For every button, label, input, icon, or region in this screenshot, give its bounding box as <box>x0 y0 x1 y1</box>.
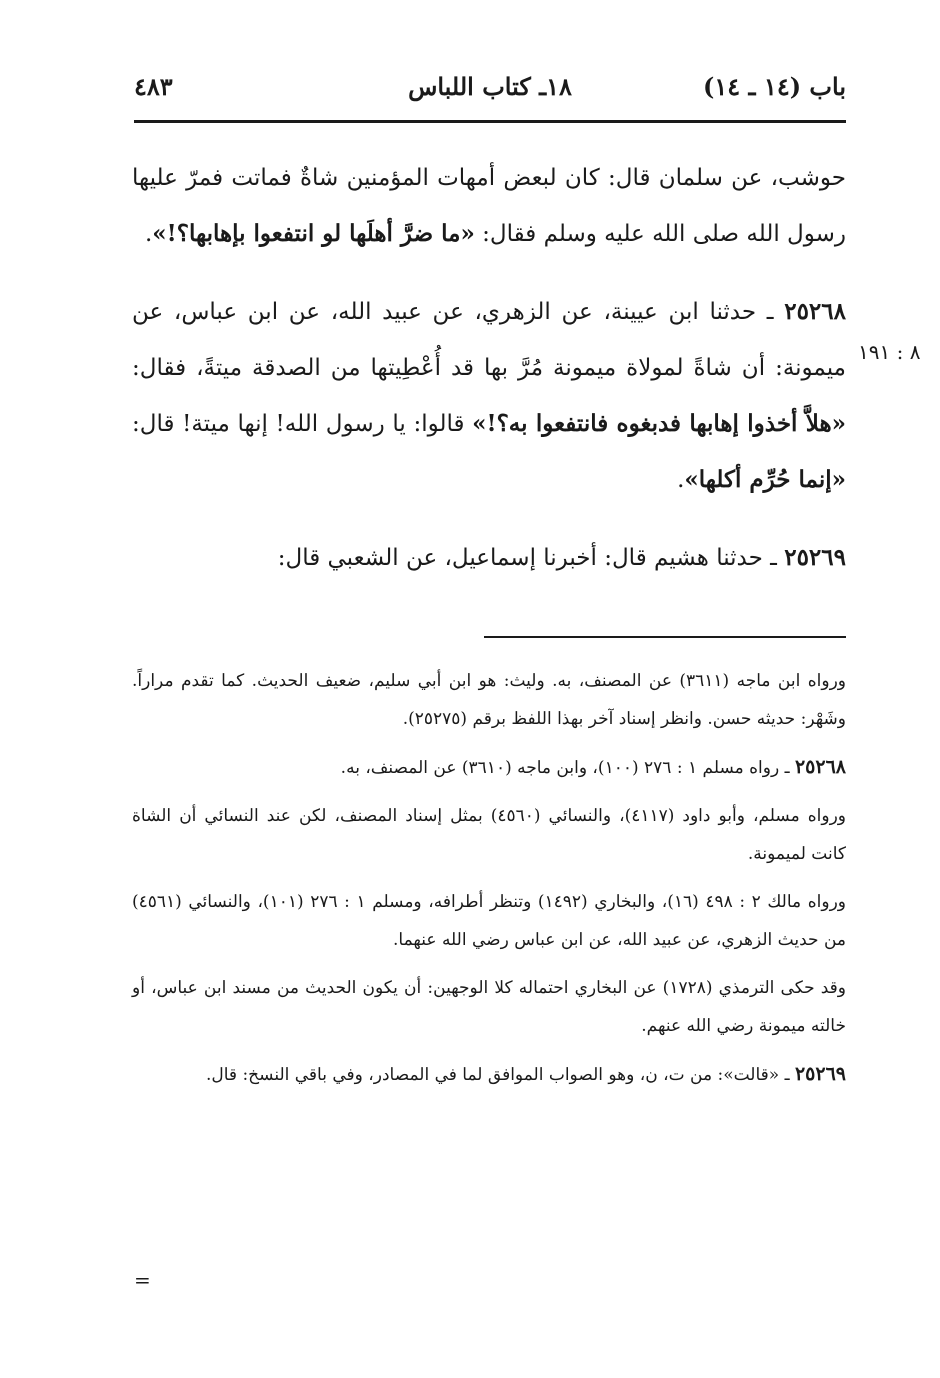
footnote: ورواه مسلم، وأبو داود (٤١١٧)، والنسائي (٤٥٦٠) بمثل إسناد المصنف، لكن عند النسائي أن الشاة كانت لميمونة. <box>132 806 846 864</box>
header-rule <box>134 120 846 123</box>
prophetic-quote: «ما ضرَّ أهلَها لو انتفعوا بإهابها؟!» <box>152 220 475 247</box>
footnote-number: ٢٥٢٦٩ <box>794 1063 846 1085</box>
footnote <box>132 748 846 787</box>
prophetic-quote: «إنما حُرِّم أكلها» <box>684 466 846 493</box>
footnote: ورواه ابن ماجه (٣٦١١) عن المصنف، به. وليث: هو ابن أبي سليم، ضعيف الحديث. كما تقدم مراراً. وشَهْر: حديثه حسن. وانظر إسناد آخر بهذا اللفظ برقم (٢٥٢٧٥). <box>132 671 846 729</box>
paragraph-end: . <box>144 221 153 247</box>
hadith-25268 <box>132 284 846 508</box>
page-number: ٤٨٣ <box>134 72 173 101</box>
paragraph-text: حوشب، عن سلمان قال: كان لبعض أمهات المؤمنين شاةٌ فماتت فمرّ عليها رسول الله صلى الله عليه وسلم فقال: <box>132 165 846 247</box>
margin-reference: ٨ : ١٩١ <box>858 340 921 364</box>
footnote-text: ـ رواه مسلم ١ : ٢٧٦ (١٠٠)، وابن ماجه (٣٦١٠) عن المصنف، به. <box>340 758 795 778</box>
main-text <box>132 150 846 586</box>
footnotes <box>132 662 846 1104</box>
footnote-text: ـ «قالت»: من ت، ن، وهو الصواب الموافق لما في المصادر، وفي باقي النسخ: قال. <box>205 1065 795 1085</box>
footnote: ورواه مالك ٢ : ٤٩٨ (١٦)، والبخاري (١٤٩٢) وتنظر أطرافه، ومسلم ١ : ٢٧٦ (١٠١)، والنسائي (٤٥٦١) من حديث الزهري، عن عبيد الله، عن ابن عباس رضي الله عنهما. <box>132 892 846 950</box>
hadith-text: ـ حدثنا هشيم قال: أخبرنا إسماعيل، عن الشعبي قال: <box>277 545 785 571</box>
chapter-reference: باب (١٤ ـ ١٤) <box>703 72 846 101</box>
book-title: ١٨ـ كتاب اللباس <box>408 72 572 101</box>
hadith-number: ٢٥٢٦٨ <box>784 298 846 325</box>
hadith-text: قالوا: يا رسول الله! إنها ميتة! قال: <box>132 411 473 437</box>
footnote <box>132 1055 846 1094</box>
hadith-25269 <box>132 530 846 586</box>
hadith-text: ـ حدثنا ابن عيينة، عن الزهري، عن عبيد الله، عن ابن عباس، عن ميمونة: أن شاةً لمولاة ميمونة مُرَّ بها قد أُعْطِيتها من الصدقة ميتةً، فقال: <box>132 299 846 381</box>
running-header <box>134 72 846 112</box>
footnote: وقد حكى الترمذي (١٧٢٨) عن البخاري احتماله كلا الوجهين: أن يكون الحديث من مسند ابن عباس، أو خالته ميمونة رضي الله عنهم. <box>132 978 846 1036</box>
hadith-number: ٢٥٢٦٩ <box>784 544 846 571</box>
footnote-separator <box>484 636 846 638</box>
footnote-number: ٢٥٢٦٨ <box>794 756 846 778</box>
prophetic-quote: «هلاَّ أخذوا إهابها فدبغوه فانتفعوا به؟!» <box>472 410 847 437</box>
hadith-end: . <box>677 467 685 493</box>
paragraph-continuation <box>132 150 846 262</box>
continuation-mark: = <box>134 1268 151 1292</box>
